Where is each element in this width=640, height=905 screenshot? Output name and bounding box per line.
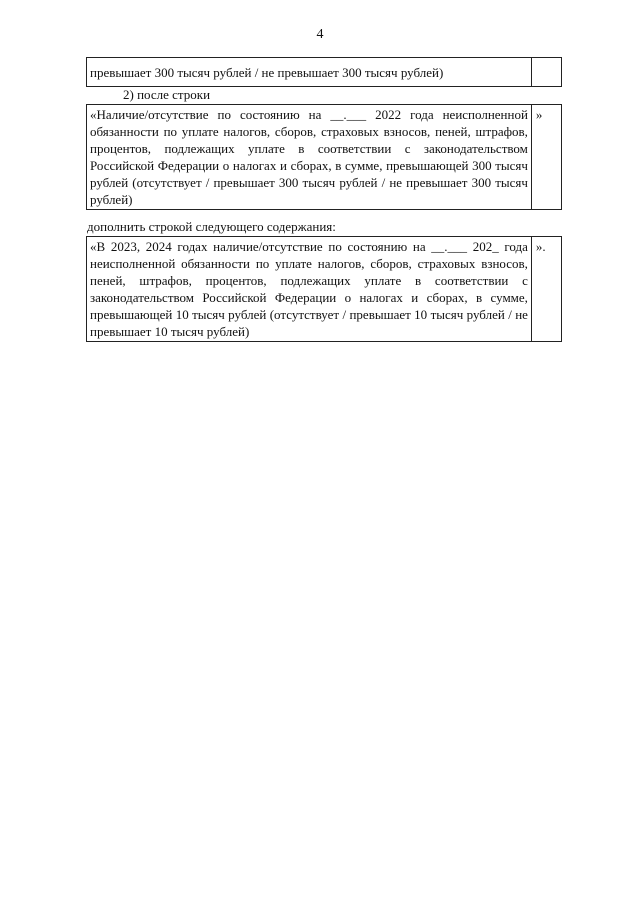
table-cell-side: » <box>531 105 561 210</box>
table-row-existing <box>86 104 562 210</box>
table-row-continuation <box>86 57 562 87</box>
table-cell-side: ». <box>531 237 561 342</box>
table-cell-text: «Наличие/отсутствие по состоянию на __.___ 2022 года неисполненной обязанности по уплате налогов, сборов, страховых взносов, пеней, штрафов, процентов, подлежащих уплате в соответствии с законодательством Российской Федерации о налогах и сборах, в сумме, превышающей 300 тысяч рублей (отсутствует / превышает 300 тысяч рублей / не превышает 300 тысяч рублей) <box>87 105 532 210</box>
subpoint-label: 2) после строки <box>123 87 211 102</box>
table-cell-text: превышает 300 тысяч рублей / не превышает 300 тысяч рублей) <box>87 58 532 87</box>
table-row-new <box>86 236 562 342</box>
page-number: 4 <box>316 27 324 42</box>
addition-label: дополнить строкой следующего содержания: <box>87 219 336 234</box>
table-row <box>87 58 562 87</box>
table-cell-side <box>531 58 561 87</box>
table-row <box>87 105 562 210</box>
table-row <box>87 237 562 342</box>
table-cell-text: «В 2023, 2024 годах наличие/отсутствие по состоянию на __.___ 202_ года неисполненной обязанности по уплате налогов, сборов, страховых взносов, пеней, штрафов, процентов, подлежащих уплате в соответствии с законодательством Российской Федерации о налогах и сборах, в сумме, превышающей 10 тысяч рублей (отсутствует / превышает 10 тысяч рублей / не превышает 10 тысяч рублей) <box>87 237 532 342</box>
